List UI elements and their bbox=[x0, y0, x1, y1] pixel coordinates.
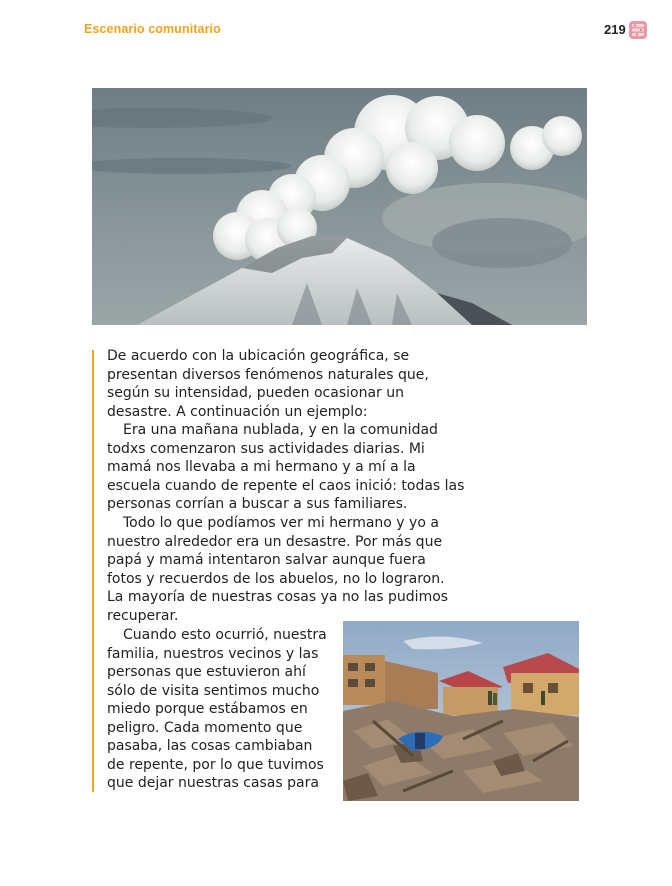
story-paragraph-1 bbox=[107, 421, 465, 514]
text-line: Cuando esto ocurrió, nuestra bbox=[123, 627, 327, 643]
text-line: miedo porque estábamos en bbox=[107, 701, 308, 718]
text-line: recuperar. bbox=[107, 607, 179, 624]
text-line: Todo lo que podíamos ver mi hermano y yo a bbox=[123, 515, 439, 531]
page-number: 219 bbox=[604, 22, 626, 37]
story-paragraph-2 bbox=[107, 514, 457, 625]
text-line: presentan diversos fenómenos naturales que, bbox=[107, 366, 429, 383]
text-line: peligro. Cada momento que bbox=[107, 719, 303, 736]
text-line: que dejar nuestras casas para bbox=[107, 775, 319, 792]
text-line: desastre. A continuación un ejemplo: bbox=[107, 403, 368, 420]
section-title: Escenario comunitario bbox=[84, 22, 221, 36]
text-line: mamá nos llevaba a mi hermano y a mí a la bbox=[107, 459, 416, 476]
text-line: nuestro alrededor era un desastre. Por más que bbox=[107, 533, 443, 550]
text-line: familia, nuestros vecinos y las bbox=[107, 645, 319, 662]
text-line: De acuerdo con la ubicación geográfica, se bbox=[107, 348, 410, 364]
text-line: todxs comenzaron sus actividades diarias. Mi bbox=[107, 440, 425, 457]
text-line: de repente, por lo que tuvimos bbox=[107, 756, 324, 773]
mexican-glyph-icon bbox=[628, 20, 648, 40]
text-line: personas corrían a buscar a sus familiares. bbox=[107, 496, 408, 513]
text-line: fotos y recuerdos de los abuelos, no lo lograron. bbox=[107, 570, 445, 587]
text-line: Era una mañana nublada, y en la comunidad bbox=[123, 422, 438, 438]
text-line: papá y mamá intentaron salvar aunque fuera bbox=[107, 552, 426, 569]
earthquake-rubble-photo bbox=[343, 621, 579, 801]
volcano-eruption-photo bbox=[92, 88, 587, 325]
text-line: La mayoría de nuestras cosas ya no las pudimos bbox=[107, 589, 449, 606]
story-paragraph-3 bbox=[107, 626, 332, 793]
text-line: según su intensidad, pueden ocasionar un bbox=[107, 385, 404, 402]
accent-bar bbox=[92, 350, 94, 792]
text-line: pasaba, las cosas cambiaban bbox=[107, 738, 313, 755]
intro-paragraph bbox=[107, 347, 457, 421]
text-line: sólo de visita sentimos mucho bbox=[107, 682, 320, 699]
text-line: escuela cuando de repente el caos inició: todas las bbox=[107, 477, 465, 494]
text-line: personas que estuvieron ahí bbox=[107, 664, 306, 681]
